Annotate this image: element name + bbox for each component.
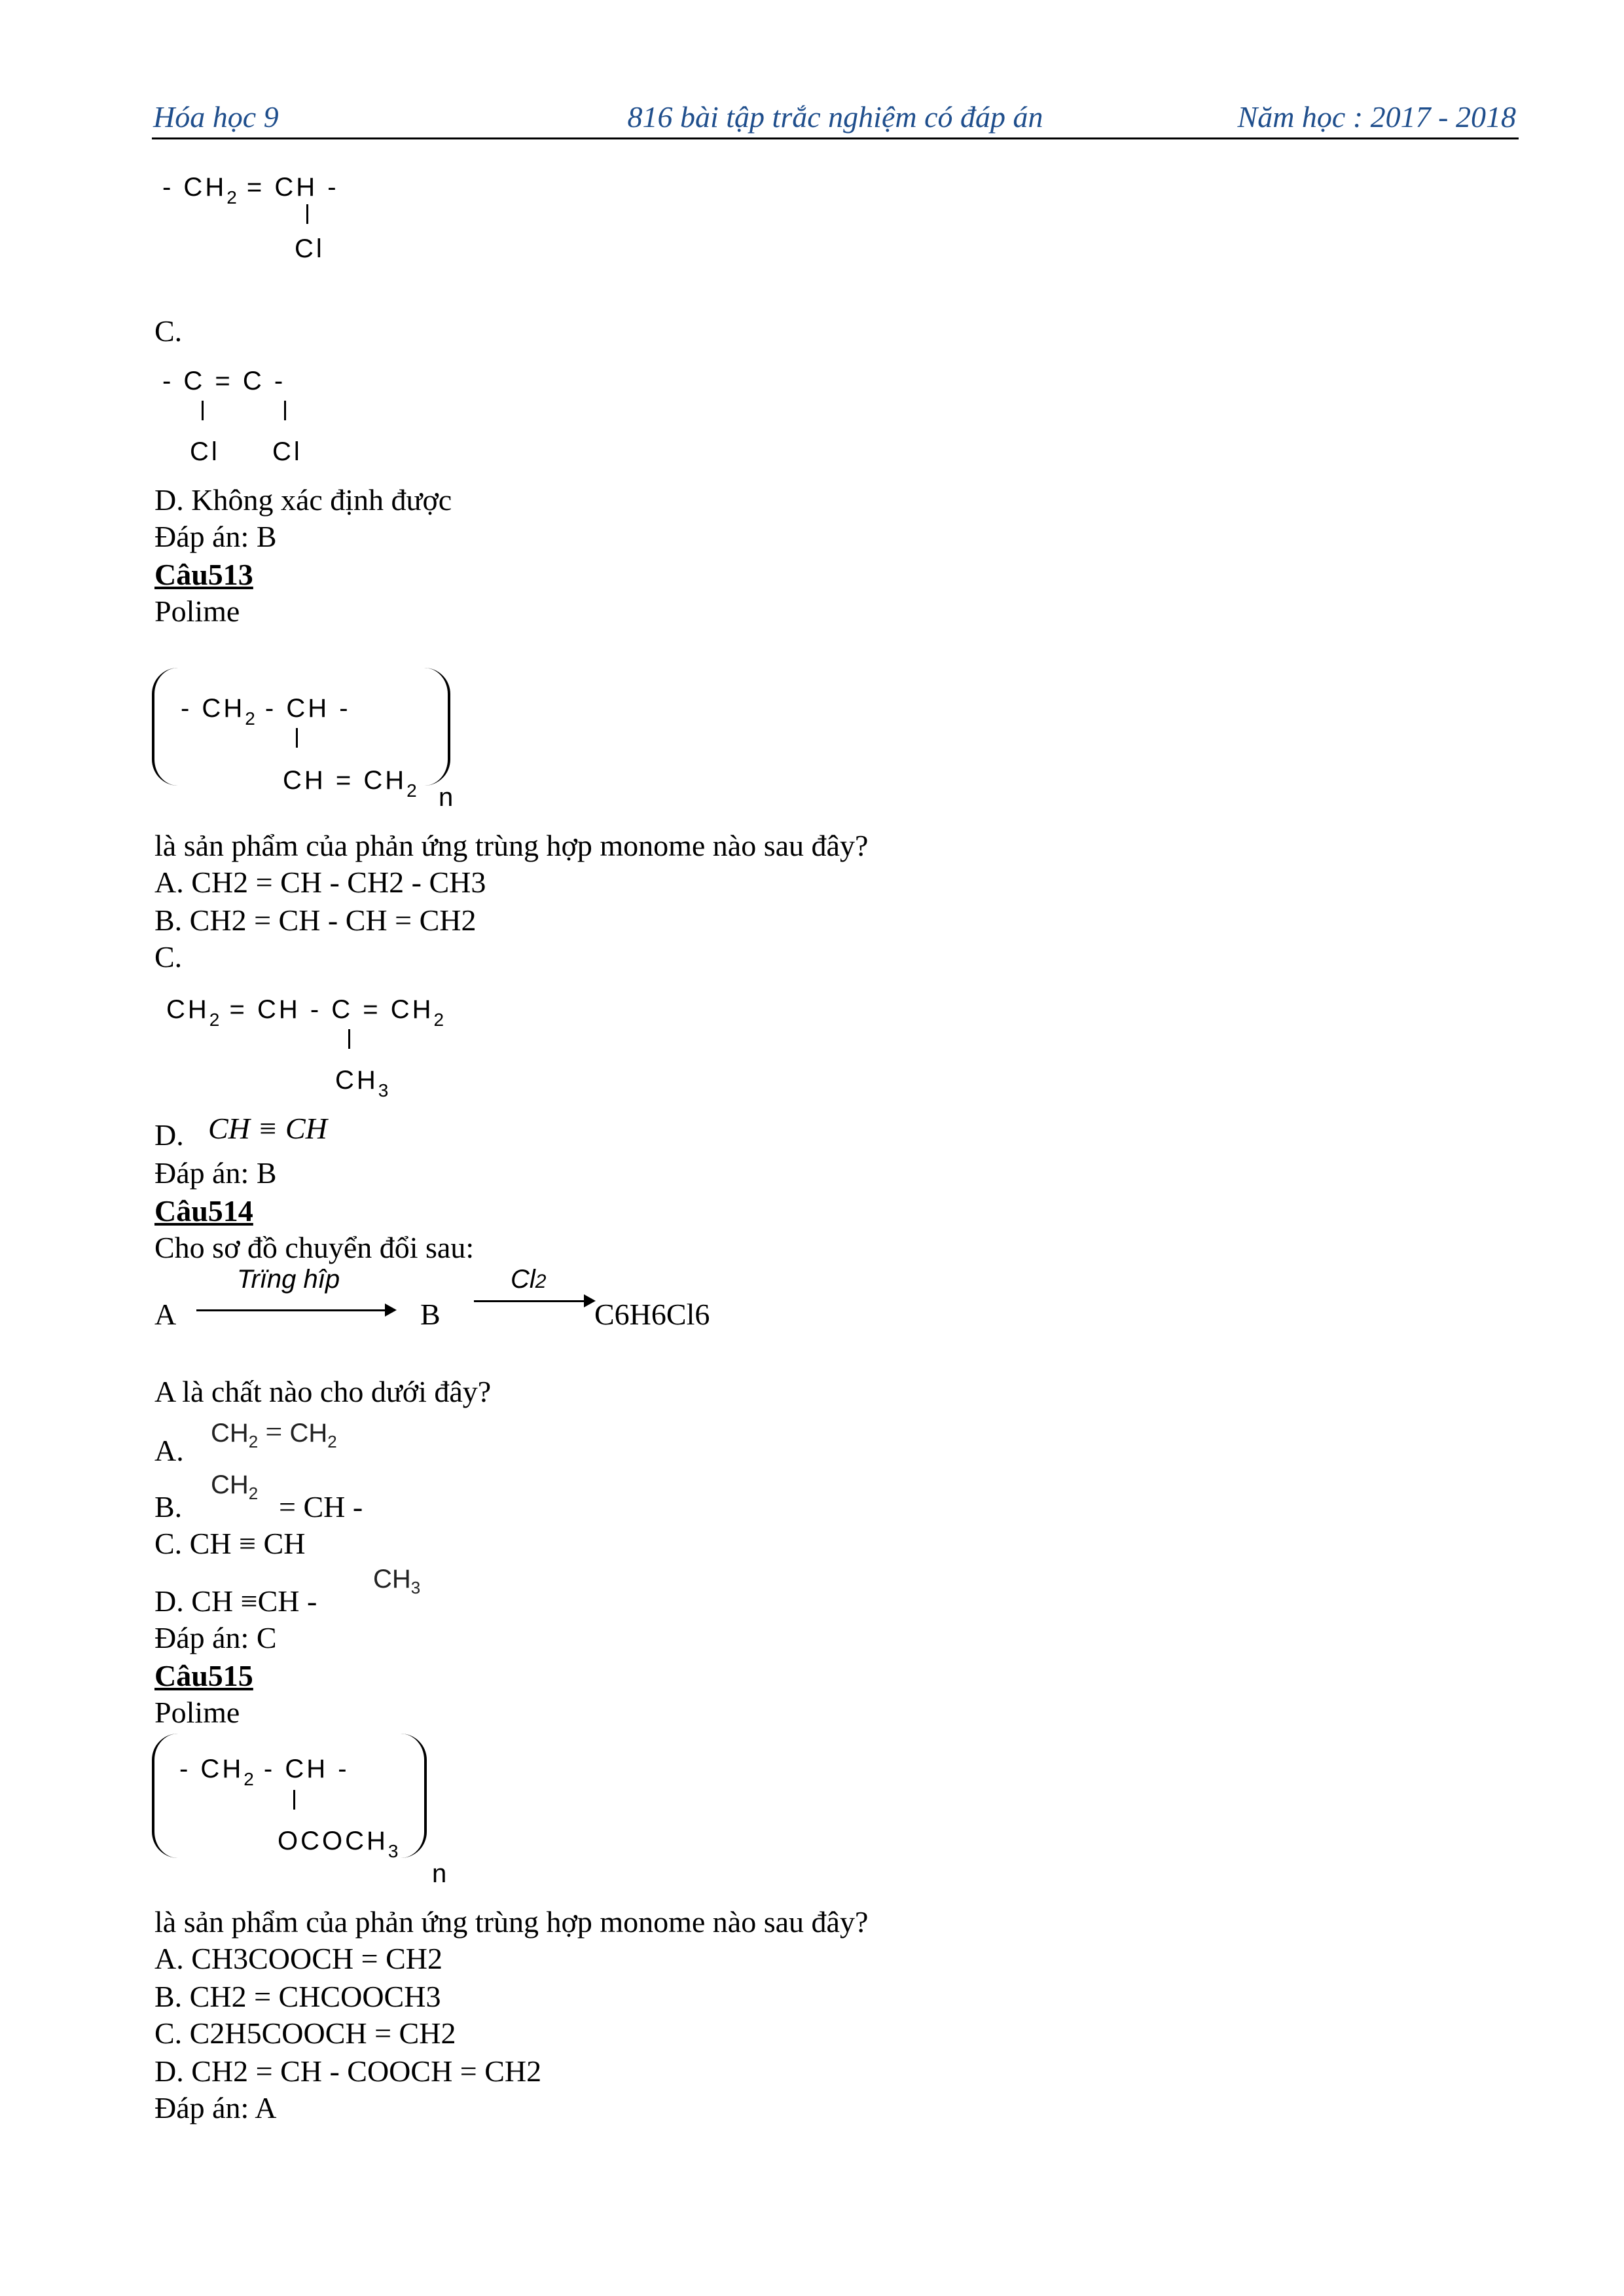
option-d: D. CH2 = CH - COOCH = CH2 xyxy=(154,2054,542,2088)
option-d-ch3: $CH_3$ xyxy=(373,1565,421,1597)
bond-line xyxy=(296,728,298,748)
option-b-tail: = CH - xyxy=(279,1490,363,1523)
option-d-formula: CH ≡ CH xyxy=(208,1112,327,1145)
question-text: là sản phẩm của phản ứng trùng hợp monome nào sau đây? xyxy=(154,1905,869,1939)
header-title: 816 bài tập trắc nghiệm có đáp án xyxy=(627,100,1043,134)
option-d-label: D. xyxy=(154,1118,184,1152)
option-a-formula: $CH_2 = CH_2$ xyxy=(211,1415,337,1451)
arrow-1-line xyxy=(196,1309,386,1311)
left-paren xyxy=(152,1734,178,1858)
question-title: Câu514 xyxy=(154,1194,253,1228)
option-a-label: A. xyxy=(154,1434,184,1467)
option-d: D. Không xác định được xyxy=(154,483,452,517)
option-a: A. CH3COOCH = CH2 xyxy=(154,1942,442,1975)
polymer-n: n xyxy=(432,1859,447,1888)
formula-cl-2: Cl xyxy=(272,437,302,466)
header-subject: Hóa học 9 xyxy=(153,100,279,134)
scheme-product: C6H6Cl6 xyxy=(594,1298,710,1331)
option-d-label: D. CH ≡CH - xyxy=(154,1584,317,1618)
arrow2-label: Cl2 xyxy=(511,1265,547,1294)
option-b: B. CH2 = CH - CH = CH2 xyxy=(154,903,477,937)
bond-line xyxy=(202,401,204,420)
option-b-ch2: $CH_2$ xyxy=(211,1470,259,1503)
right-paren xyxy=(401,1734,427,1858)
answer: Đáp án: B xyxy=(154,520,277,553)
right-paren xyxy=(424,668,450,786)
bond-line xyxy=(348,1029,350,1049)
bond-line xyxy=(306,204,308,224)
question-intro: Polime xyxy=(154,1696,240,1729)
scheme-b: B xyxy=(420,1298,441,1331)
option-b: B. CH2 = CHCOOCH3 xyxy=(154,1980,441,2013)
bond-line xyxy=(293,1790,295,1810)
option-c: C. CH ≡ CH xyxy=(154,1527,306,1560)
answer: Đáp án: C xyxy=(154,1621,277,1654)
formula-vinyl-chloride: - $CH_2$ = CH - xyxy=(162,173,339,208)
polymer-branch: CH = $CH_2$ xyxy=(283,766,417,801)
answer: Đáp án: B xyxy=(154,1156,277,1190)
option-c-label: C. xyxy=(154,940,183,974)
option-b-label: B. xyxy=(154,1490,183,1523)
arrow-1-head xyxy=(385,1303,397,1317)
formula-cl-1: Cl xyxy=(190,437,220,466)
question-intro: Cho sơ đồ chuyển đổi sau: xyxy=(154,1231,475,1264)
answer: Đáp án: A xyxy=(154,2091,277,2124)
header-year: Năm học : 2017 - 2018 xyxy=(1237,100,1516,134)
polymer-backbone: - $CH_2$ - CH - xyxy=(179,1755,350,1789)
formula-isoprene: $CH_2$ = CH - $C = CH_2$ xyxy=(166,995,444,1030)
question-text: là sản phẩm của phản ứng trùng hợp monome nào sau đây? xyxy=(154,829,869,862)
page-header xyxy=(152,97,1519,139)
polymer-n: n xyxy=(439,783,454,812)
formula-cl: Cl xyxy=(295,234,325,263)
question-intro: Polime xyxy=(154,594,240,628)
formula-dichloro: - C = C - xyxy=(162,367,286,395)
formula-ch3: $CH_3$ xyxy=(335,1066,389,1101)
question-text: A là chất nào cho dưới đây? xyxy=(154,1375,492,1408)
arrow-2-line xyxy=(474,1300,585,1302)
polymer-backbone: - $CH_2$ - CH - xyxy=(181,694,351,729)
option-c: C. C2H5COOCH = CH2 xyxy=(154,2016,456,2050)
bond-line xyxy=(284,401,286,420)
scheme-a: A xyxy=(154,1298,177,1331)
question-title: Câu515 xyxy=(154,1659,253,1692)
left-paren xyxy=(152,668,178,786)
option-a: A. CH2 = CH - CH2 - CH3 xyxy=(154,866,486,899)
polymer-branch: $OCOCH_3$ xyxy=(278,1827,399,1861)
question-title: Câu513 xyxy=(154,558,253,591)
option-c-label: C. xyxy=(154,314,183,348)
arrow1-label: Trïng hîp xyxy=(237,1265,340,1294)
